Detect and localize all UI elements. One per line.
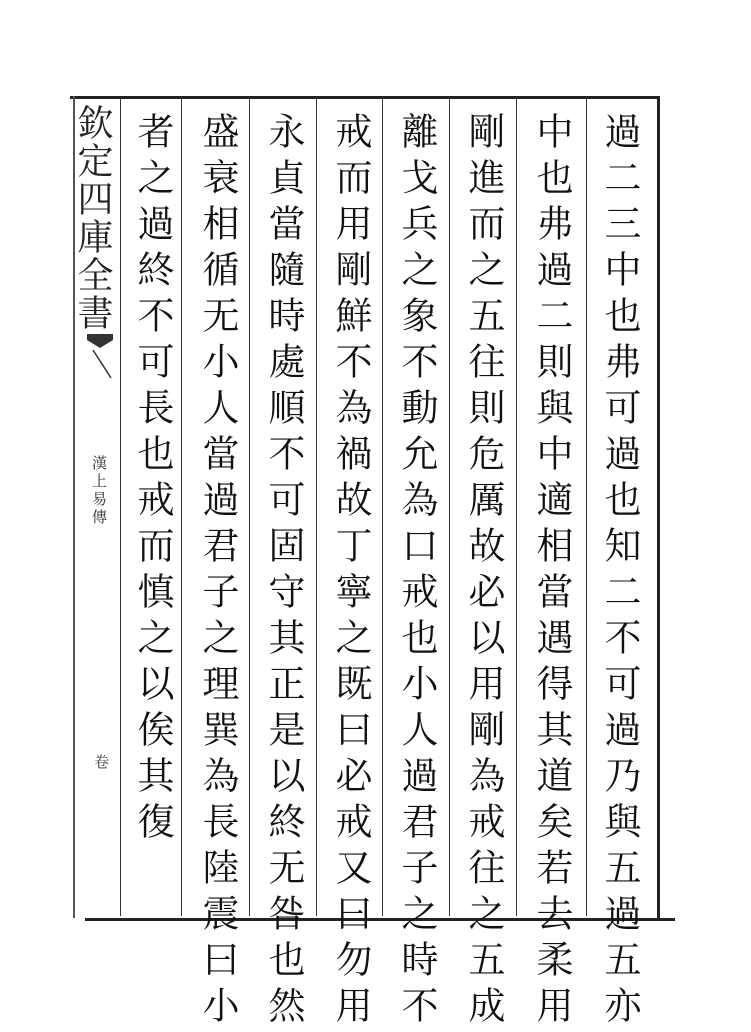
column-rule <box>449 98 450 916</box>
column-rule <box>120 98 121 916</box>
text-column: 戒而用剛鮮不為禍故丁寧之既曰必戒又曰勿用 <box>329 112 372 1032</box>
margin-page-number: 卷 <box>92 754 110 769</box>
column-rule <box>181 98 182 916</box>
frame-right-border <box>657 96 660 918</box>
column-rule <box>382 98 383 916</box>
margin-chapter-title: 漢上易傳 <box>90 455 108 527</box>
column-rule <box>516 98 517 916</box>
column-rule <box>249 98 250 916</box>
text-column: 者之過終不可長也戒而慎之以俟其復 <box>131 112 174 848</box>
text-column: 中也弗過二則與中適相當遇得其道矣若去柔用 <box>530 112 573 1032</box>
fishtail-mark-icon <box>85 330 115 380</box>
text-column: 盛衰相循无小人當過君子之理巽為長陸震曰小 <box>196 112 239 1032</box>
text-column: 離戈兵之象不動允為口戒也小人過君子之時不 <box>395 112 438 1032</box>
frame-bottom-border <box>85 918 675 921</box>
text-column: 過二三中也弗可過也知二不可過乃與五過五亦 <box>598 112 641 1032</box>
margin-book-title: 欽定四庫全書 <box>72 104 113 332</box>
text-column: 剛進而之五往則危厲故必以用剛為戒往之五成 <box>462 112 505 1032</box>
text-column: 永貞當隨時處順不可固守其正是以終无咎也然 <box>262 112 305 1032</box>
frame-top-border <box>70 96 660 99</box>
column-rule <box>316 98 317 916</box>
column-rule <box>586 98 587 916</box>
